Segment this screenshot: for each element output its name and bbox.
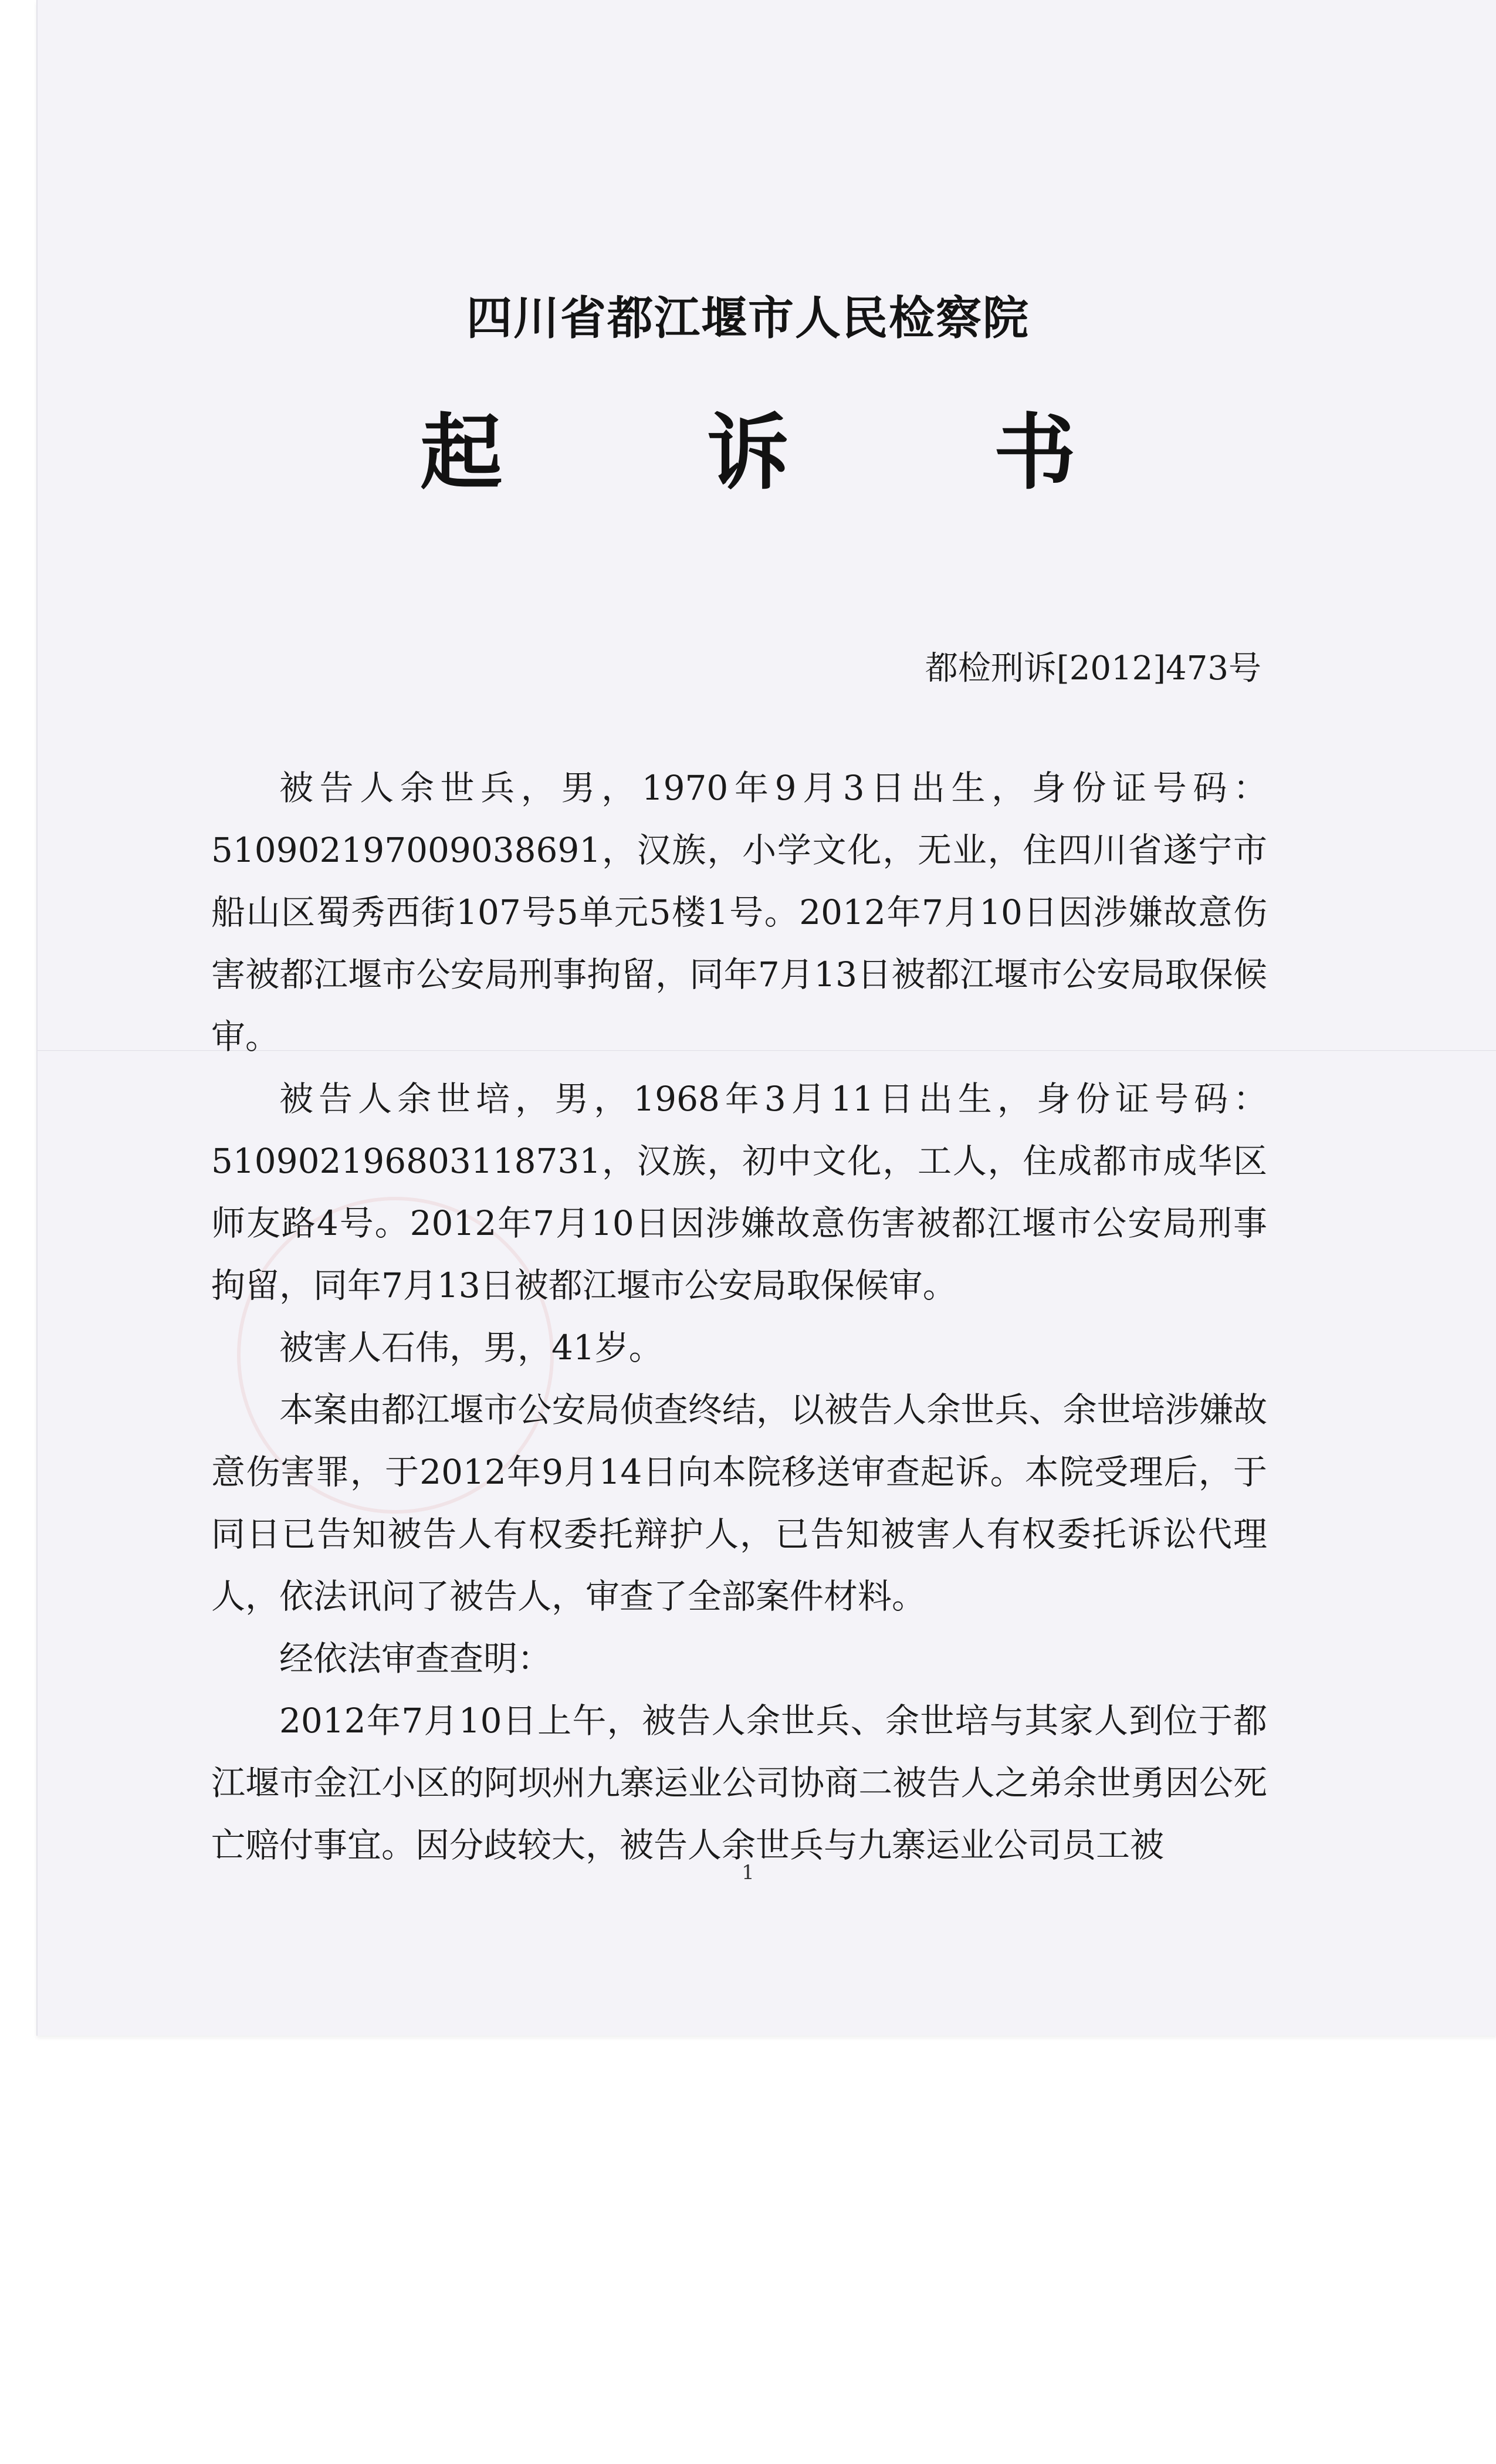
paragraph-defendant-2: 被告人余世培，男，1968年3月11日出生，身份证号码：510902196803118731，汉族，初中文化，工人，住成都市成华区师友路4号。2012年7月10日因涉嫌故意伤害被都江堰市公安局刑事拘留，同年7月13日被都江堰市公安局取保候审。 — [211, 1079, 1267, 1305]
document-body — [211, 757, 1267, 1876]
paragraph-facts: 2012年7月10日上午，被告人余世兵、余世培与其家人到位于都江堰市金江小区的阿坝州九寨运业公司协商二被告人之弟余世勇因公死亡赔付事宜。因分歧较大，被告人余世兵与九寨运业公司员工被 — [211, 1701, 1267, 1865]
paragraph-findings-heading: 经依法审查查明： — [279, 1639, 552, 1678]
paragraph-case-transfer: 本案由都江堰市公安局侦查终结，以被告人余世兵、余世培涉嫌故意伤害罪，于2012年9月14日向本院移送审查起诉。本院受理后，于同日已告知被告人有权委托辩护人，已告知被害人有权委托诉讼代理人，依法讯问了被告人，审查了全部案件材料。 — [211, 1390, 1267, 1616]
document-title: 起 诉 书 — [420, 405, 1164, 501]
paragraph-defendant-1: 被告人余世兵，男，1970年9月3日出生，身份证号码：510902197009038691，汉族，小学文化，无业，住四川省遂宁市船山区蜀秀西街107号5单元5楼1号。2012年7月10日因涉嫌故意伤害被都江堰市公安局刑事拘留，同年7月13日被都江堰市公安局取保候审。 — [211, 768, 1267, 1057]
page-number: 1 — [742, 1861, 754, 1884]
case-number: 都检刑诉[2012]473号 — [925, 649, 1261, 688]
procuratorate-title: 四川省都江堰市人民检察院 — [466, 292, 1030, 345]
paragraph-victim: 被害人石伟，男，41岁。 — [279, 1328, 663, 1368]
